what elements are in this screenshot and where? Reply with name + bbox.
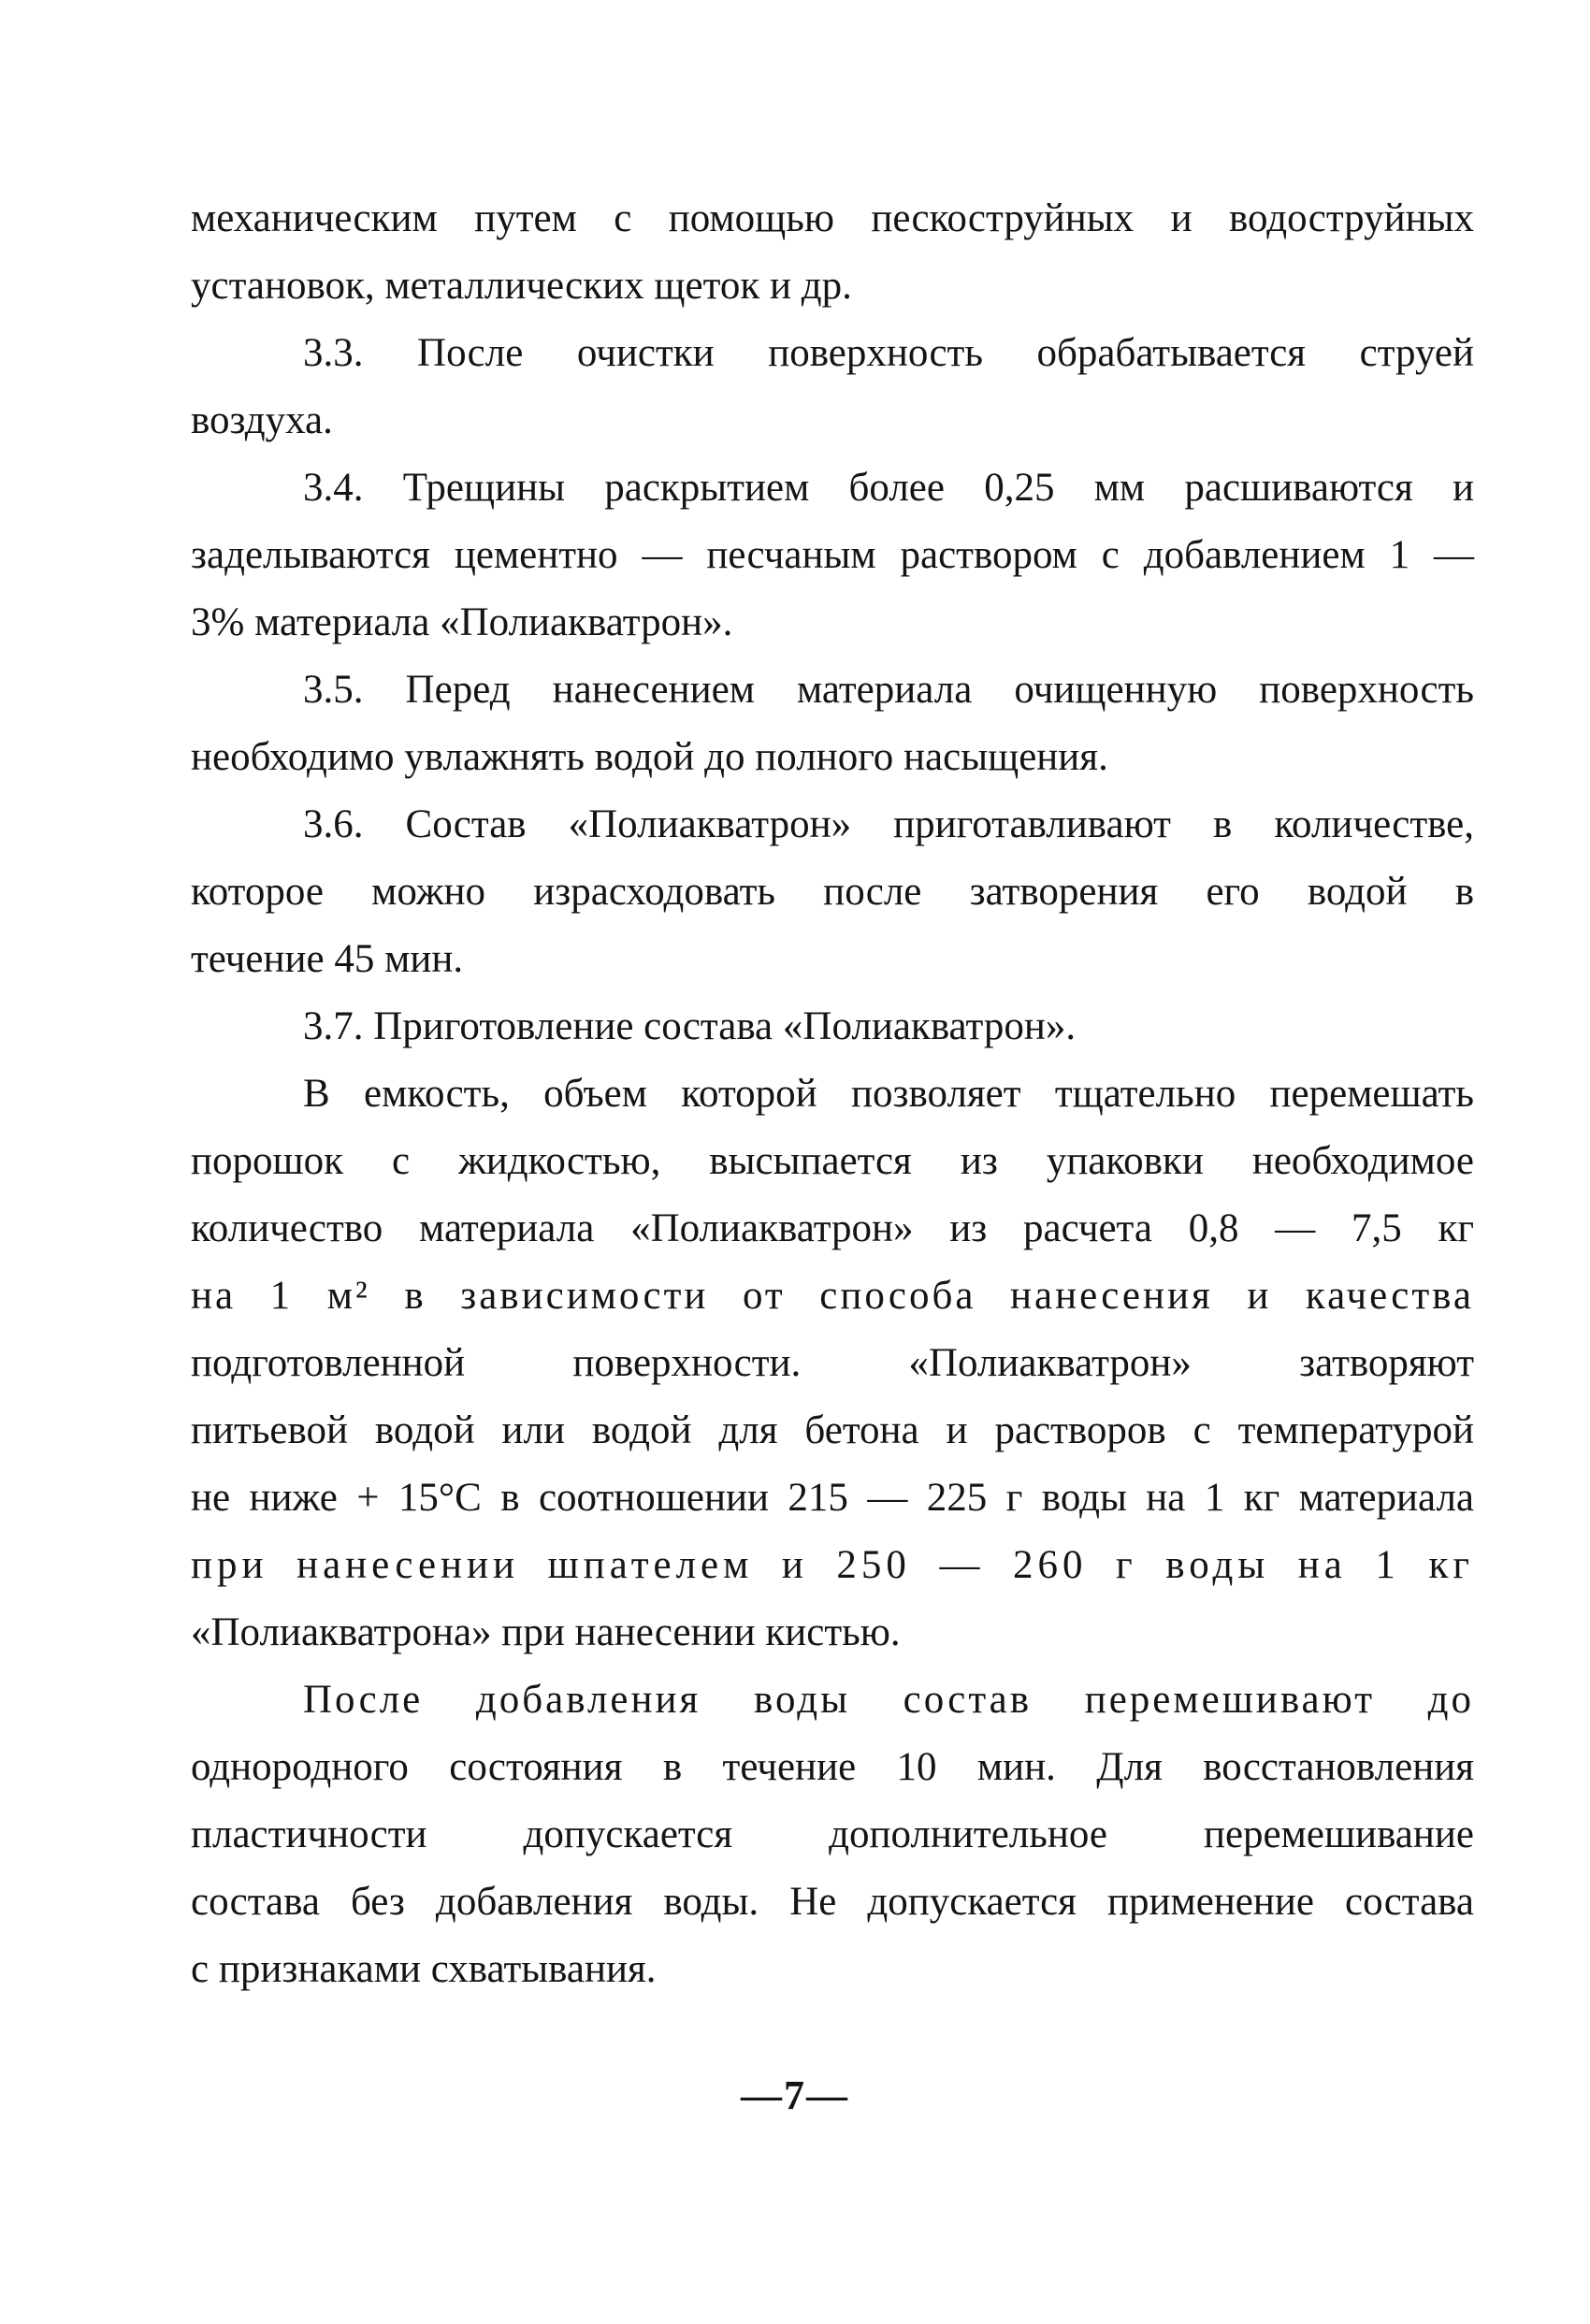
- text-line: «Полиакватрона» при нанесении кистью.: [191, 1610, 901, 1654]
- paragraph-3-3: [191, 320, 1474, 455]
- text-line: установок, металлических щеток и др.: [191, 264, 852, 308]
- paragraph-mixing-proportions: [191, 1061, 1474, 1667]
- text-line: заделываются цементно — песчаным раствором с добавлением 1 —: [191, 533, 1474, 577]
- text-line: питьевой водой или водой для бетона и растворов с температурой: [191, 1408, 1474, 1452]
- text-line: воздуха.: [191, 398, 333, 442]
- text-line: 3.4. Трещины раскрытием более 0,25 мм расшиваются и: [303, 466, 1474, 510]
- paragraph-3-4: [191, 455, 1474, 657]
- text-line: необходимо увлажнять водой до полного насыщения.: [191, 735, 1108, 779]
- paragraph-3-5: [191, 657, 1474, 791]
- text-line: не ниже + 15°С в соотношении 215 — 225 г воды на 1 кг материала: [191, 1476, 1474, 1520]
- text-line: при нанесении шпателем и 250 — 260 г воды на 1 кг: [191, 1543, 1474, 1587]
- paragraph-3-7-heading: [191, 993, 1474, 1061]
- text-line: 3.7. Приготовление состава «Полиакватрон».: [303, 1004, 1077, 1048]
- text-line: количество материала «Полиакватрон» из расчета 0,8 — 7,5 кг: [191, 1206, 1474, 1250]
- text-line: В емкость, объем которой позволяет тщательно перемешать: [303, 1072, 1474, 1116]
- text-line: пластичности допускается дополнительное перемешивание: [191, 1812, 1474, 1856]
- text-line: подготовленной поверхности. «Полиакватрон» затворяют: [191, 1341, 1474, 1385]
- text-line: 3.5. Перед нанесением материала очищенную поверхность: [303, 668, 1474, 712]
- text-line: 3% материала «Полиакватрон».: [191, 600, 733, 644]
- text-line: состава без добавления воды. Не допускается применение состава: [191, 1880, 1474, 1924]
- text-line: которое можно израсходовать после затворения его водой в: [191, 870, 1474, 914]
- text-line: 3.3. После очистки поверхность обрабатывается струей: [303, 331, 1474, 375]
- paragraph-after-water: [191, 1667, 1474, 2003]
- text-line: на 1 м² в зависимости от способа нанесения и качества: [191, 1274, 1474, 1318]
- text-line: течение 45 мин.: [191, 937, 464, 981]
- text-line: 3.6. Состав «Полиакватрон» приготавливают в количестве,: [303, 802, 1474, 846]
- body-text: [191, 185, 1474, 2003]
- text-line: порошок с жидкостью, высыпается из упаковки необходимое: [191, 1139, 1474, 1183]
- text-line: механическим путем с помощью пескоструйных и водоструйных: [191, 196, 1474, 240]
- page-number: —7—: [741, 2072, 849, 2118]
- text-line: с признаками схватывания.: [191, 1947, 657, 1991]
- paragraph-3-6: [191, 791, 1474, 993]
- text-line: После добавления воды состав перемешивают до: [303, 1678, 1474, 1722]
- text-line: однородного состояния в течение 10 мин. Для восстановления: [191, 1745, 1474, 1789]
- paragraph-cleaning-methods: [191, 185, 1474, 320]
